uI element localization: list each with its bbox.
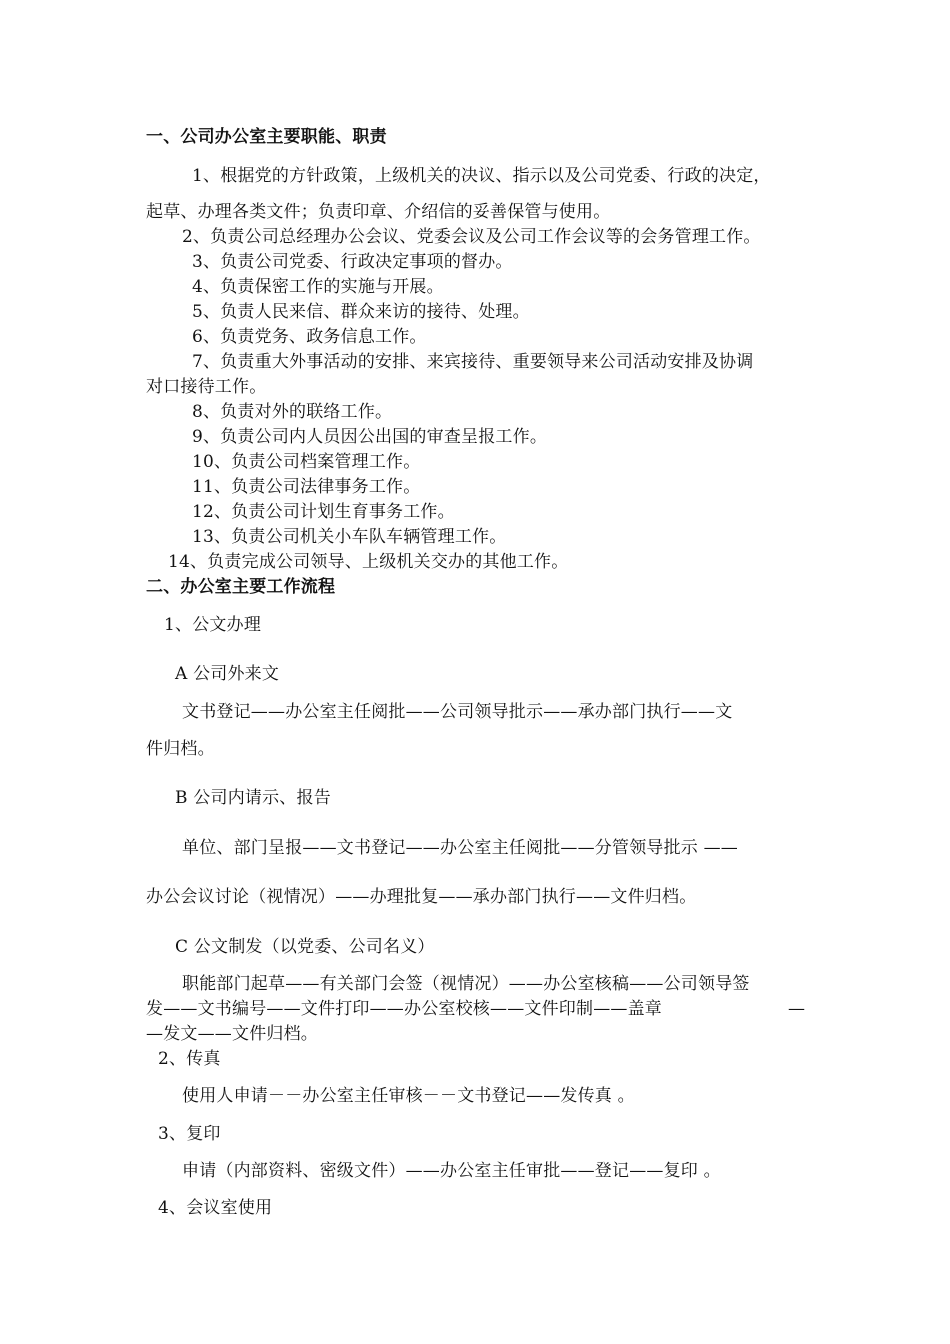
duty-item-5: 5、负责人民来信、群众来访的接待、处理。 — [192, 302, 530, 322]
duty-item-10: 10、负责公司档案管理工作。 — [192, 452, 421, 472]
flow-2-title: 2、传真 — [158, 1049, 221, 1069]
flow-c-line3: —发文——文件归档。 — [146, 1024, 318, 1044]
duty-item-7-line2: 对口接待工作。 — [146, 377, 267, 397]
duty-item-3: 3、负责公司党委、行政决定事项的督办。 — [192, 252, 513, 272]
duty-item-1-line1: 1、根据党的方针政策，上级机关的决议、指示以及公司党委、行政的决定， — [192, 166, 771, 186]
flow-c-line1: 职能部门起草——有关部门会签（视情况）——办公室核稿——公司领导签 — [182, 974, 750, 994]
duty-item-11: 11、负责公司法律事务工作。 — [192, 477, 421, 497]
flow-4-title: 4、会议室使用 — [158, 1198, 273, 1218]
duty-item-1-line2: 起草、办理各类文件；负责印章、介绍信的妥善保管与使用。 — [146, 202, 611, 222]
duty-item-2: 2、负责公司总经理办公会议、党委会议及公司工作会议等的会务管理工作。 — [182, 227, 761, 247]
duty-item-9: 9、负责公司内人员因公出国的审查呈报工作。 — [192, 427, 548, 447]
flow-b-title: B 公司内请示、报告 — [175, 788, 331, 808]
flow-c-line2: 发——文书编号——文件打印——办公室校核——文件印制——盖章 — [146, 999, 662, 1019]
flow-a-line1: 文书登记——办公室主任阅批——公司领导批示——承办部门执行——文 — [182, 702, 733, 722]
flow-1-title: 1、公文办理 — [164, 615, 262, 635]
duty-item-7-line1: 7、负责重大外事活动的安排、来宾接待、重要领导来公司活动安排及协调 — [192, 352, 754, 372]
section2-heading: 二、办公室主要工作流程 — [146, 577, 336, 597]
flow-c-title: C 公文制发（以党委、公司名义） — [175, 937, 435, 957]
flow-b-line2: 办公会议讨论（视情况）——办理批复——承办部门执行——文件归档。 — [146, 887, 697, 907]
flow-a-title: A 公司外来文 — [175, 664, 280, 684]
duty-item-12: 12、负责公司计划生育事务工作。 — [192, 502, 455, 522]
duty-item-13: 13、负责公司机关小车队车辆管理工作。 — [192, 527, 507, 547]
duty-item-14: 14、负责完成公司领导、上级机关交办的其他工作。 — [168, 552, 569, 572]
fax-flow: 使用人申请－－办公室主任审核－－文书登记——发传真 。 — [182, 1086, 635, 1106]
flow-3-title: 3、复印 — [158, 1124, 221, 1144]
section1-heading: 一、公司办公室主要职能、职责 — [146, 127, 387, 147]
duty-item-8: 8、负责对外的联络工作。 — [192, 402, 393, 422]
flow-b-line1: 单位、部门呈报——文书登记——办公室主任阅批——分管领导批示 —— — [182, 838, 739, 858]
duty-item-4: 4、负责保密工作的实施与开展。 — [192, 277, 444, 297]
flow-a-line2: 件归档。 — [146, 739, 215, 759]
flow-c-line2-tail: — — [788, 999, 806, 1019]
copy-flow: 申请（内部资料、密级文件）——办公室主任审批——登记——复印 。 — [182, 1161, 721, 1181]
duty-item-6: 6、负责党务、政务信息工作。 — [192, 327, 427, 347]
